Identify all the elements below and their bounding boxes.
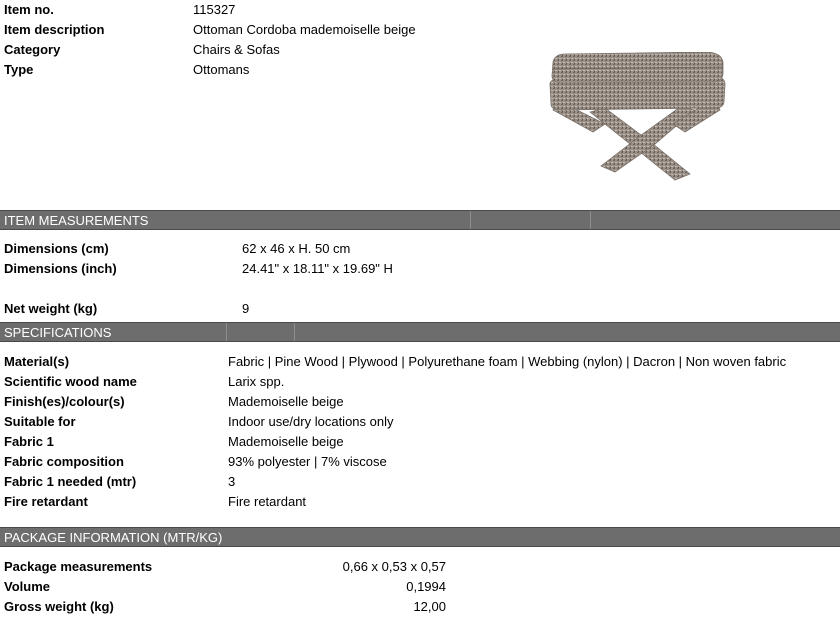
- dimensions-cm-value: 62 x 46 x H. 50 cm: [242, 241, 351, 256]
- scientific-wood-value: Larix spp.: [228, 374, 285, 389]
- fabric-needed-label: Fabric 1 needed (mtr): [4, 474, 137, 489]
- volume-value: 0,1994: [406, 579, 446, 594]
- package-measurements-value: 0,66 x 0,53 x 0,57: [342, 559, 446, 574]
- type-value: Ottomans: [193, 62, 250, 77]
- fire-retardant-label: Fire retardant: [4, 494, 88, 509]
- materials-value: Fabric | Pine Wood | Plywood | Polyurethane foam | Webbing (nylon) | Dacron | Non woven fabric: [228, 354, 787, 369]
- finish-value: Mademoiselle beige: [228, 394, 344, 409]
- fabric-1-label: Fabric 1: [4, 434, 54, 449]
- fire-retardant-value: Fire retardant: [228, 494, 307, 509]
- dimensions-inch-value: 24.41" x 18.11" x 19.69" H: [242, 261, 393, 276]
- header-divider: [294, 323, 295, 341]
- header-divider: [226, 323, 227, 341]
- category-label: Category: [4, 42, 61, 57]
- fabric-needed-value: 3: [228, 474, 236, 489]
- fabric-composition-label: Fabric composition: [4, 454, 124, 469]
- item-measurements-title: ITEM MEASUREMENTS: [4, 213, 149, 228]
- specifications-title: SPECIFICATIONS: [4, 325, 112, 340]
- materials-label: Material(s): [4, 354, 70, 369]
- fabric-1-value: Mademoiselle beige: [228, 434, 344, 449]
- specifications-header: [0, 322, 840, 342]
- item-number-value: 115327: [193, 2, 236, 17]
- scientific-wood-label: Scientific wood name: [4, 374, 137, 389]
- package-measurements-label: Package measurements: [4, 559, 153, 574]
- header-divider: [590, 211, 591, 229]
- item-description-value: Ottoman Cordoba mademoiselle beige: [193, 22, 416, 37]
- suitable-for-value: Indoor use/dry locations only: [228, 414, 394, 429]
- gross-weight-value: 12,00: [413, 599, 446, 614]
- item-description-label: Item description: [4, 22, 105, 37]
- item-measurements-header: [0, 210, 840, 230]
- header-divider: [470, 211, 471, 229]
- category-value: Chairs & Sofas: [193, 42, 280, 57]
- net-weight-label: Net weight (kg): [4, 301, 98, 316]
- product-image: [545, 52, 730, 197]
- package-information-header: [0, 527, 840, 547]
- dimensions-inch-label: Dimensions (inch): [4, 261, 117, 276]
- type-label: Type: [4, 62, 34, 77]
- volume-label: Volume: [4, 579, 50, 594]
- suitable-for-label: Suitable for: [4, 414, 76, 429]
- finish-label: Finish(es)/colour(s): [4, 394, 125, 409]
- dimensions-cm-label: Dimensions (cm): [4, 241, 109, 256]
- item-number-label: Item no.: [4, 2, 54, 17]
- fabric-composition-value: 93% polyester | 7% viscose: [228, 454, 387, 469]
- gross-weight-label: Gross weight (kg): [4, 599, 114, 614]
- net-weight-value: 9: [242, 301, 250, 316]
- package-information-title: PACKAGE INFORMATION (MTR/KG): [4, 530, 223, 545]
